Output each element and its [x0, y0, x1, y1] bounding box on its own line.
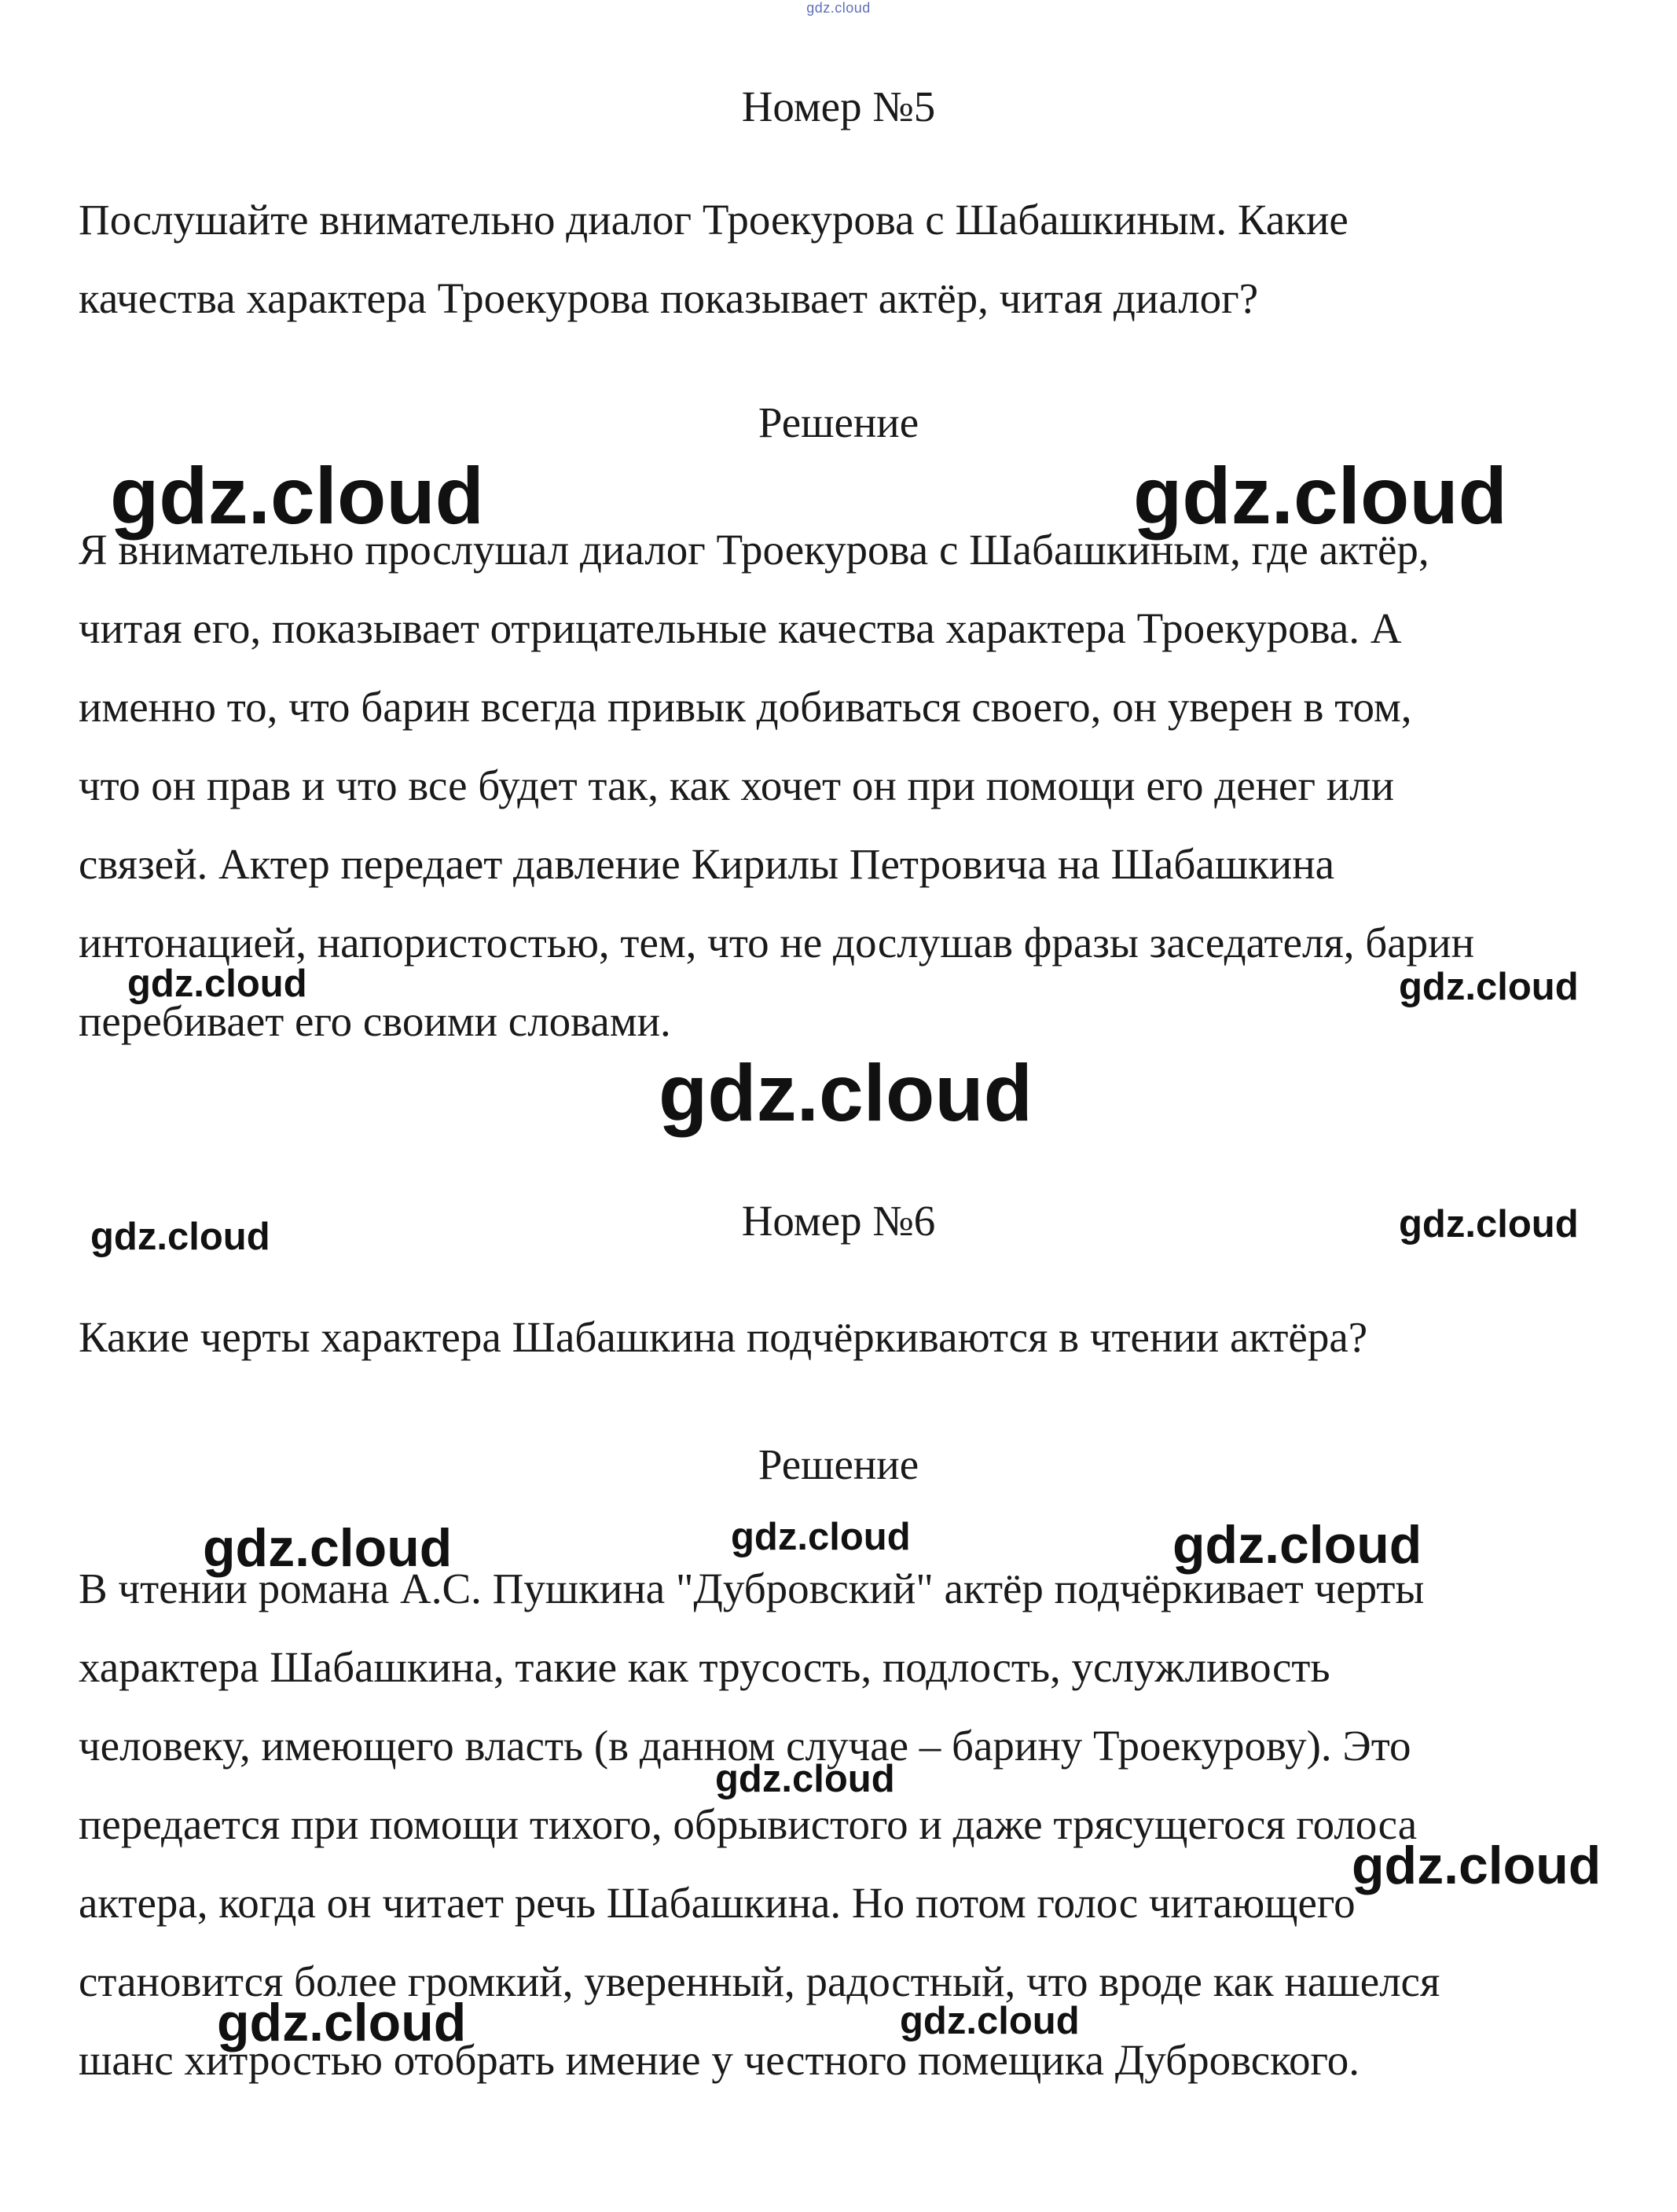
- task-6-question: [79, 1298, 1367, 1377]
- text-line: связей. Актер передает давление Кирилы Петровича на Шабашкина: [79, 840, 1335, 888]
- task-5-heading: Номер №5: [741, 83, 936, 130]
- watermark: gdz.cloud: [1352, 1836, 1602, 1895]
- watermark: gdz.cloud: [203, 1518, 453, 1578]
- watermark: gdz.cloud: [731, 1516, 911, 1558]
- watermark: gdz.cloud: [110, 451, 484, 541]
- text-line: перебивает его своими словами.: [79, 997, 671, 1045]
- watermark: gdz.cloud: [1133, 451, 1507, 541]
- watermark: gdz.cloud: [659, 1048, 1033, 1138]
- task-6-heading: Номер №6: [741, 1197, 936, 1245]
- text-line: интонацией, напористостью, тем, что не дослушав фразы заседателя, барин: [79, 919, 1475, 967]
- watermark: gdz.cloud: [1399, 1203, 1579, 1245]
- task-5-solution-heading: Решение: [758, 398, 919, 446]
- text-line: передается при помощи тихого, обрывистого и даже трясущегося голоса: [79, 1800, 1418, 1848]
- watermark: gdz.cloud: [715, 1758, 895, 1800]
- text-line: человеку, имеющего власть (в данном случае – барину Троекурову). Это: [79, 1722, 1411, 1770]
- text-line: становится более громкий, уверенный, радостный, что вроде как нашелся: [79, 1957, 1440, 2005]
- text-line: качества характера Троекурова показывает актёр, читая диалог?: [79, 274, 1259, 322]
- text-line: Я внимательно прослушал диалог Троекурова с Шабашкиным, где актёр,: [79, 526, 1429, 574]
- task-5-question: [79, 181, 1349, 338]
- top-watermark: gdz.cloud: [806, 0, 871, 16]
- text-line: шанс хитростью отобрать имение у честного помещика Дубровского.: [79, 2036, 1360, 2084]
- text-line: Послушайте внимательно диалог Троекурова с Шабашкиным. Какие: [79, 196, 1349, 244]
- watermark: gdz.cloud: [1172, 1515, 1422, 1575]
- watermark: gdz.cloud: [1399, 966, 1579, 1008]
- watermark: gdz.cloud: [90, 1216, 270, 1258]
- text-line: читая его, показывает отрицательные качества характера Троекурова. А: [79, 604, 1402, 652]
- watermark: gdz.cloud: [127, 963, 307, 1005]
- text-line: В чтении романа А.С. Пушкина "Дубровский" актёр подчёркивает черты: [79, 1565, 1425, 1612]
- text-line: именно то, что барин всегда привык добиваться своего, он уверен в том,: [79, 683, 1412, 731]
- watermark: gdz.cloud: [217, 1993, 467, 2052]
- text-line: актера, когда он читает речь Шабашкина. Но потом голос читающего: [79, 1879, 1356, 1927]
- task-6-solution-heading: Решение: [758, 1440, 919, 1488]
- watermark: gdz.cloud: [900, 2000, 1080, 2042]
- text-line: Какие черты характера Шабашкина подчёркиваются в чтении актёра?: [79, 1313, 1368, 1361]
- text-line: характера Шабашкина, такие как трусость, подлость, услужливость: [79, 1643, 1330, 1691]
- text-line: что он прав и что все будет так, как хочет он при помощи его денег или: [79, 761, 1395, 809]
